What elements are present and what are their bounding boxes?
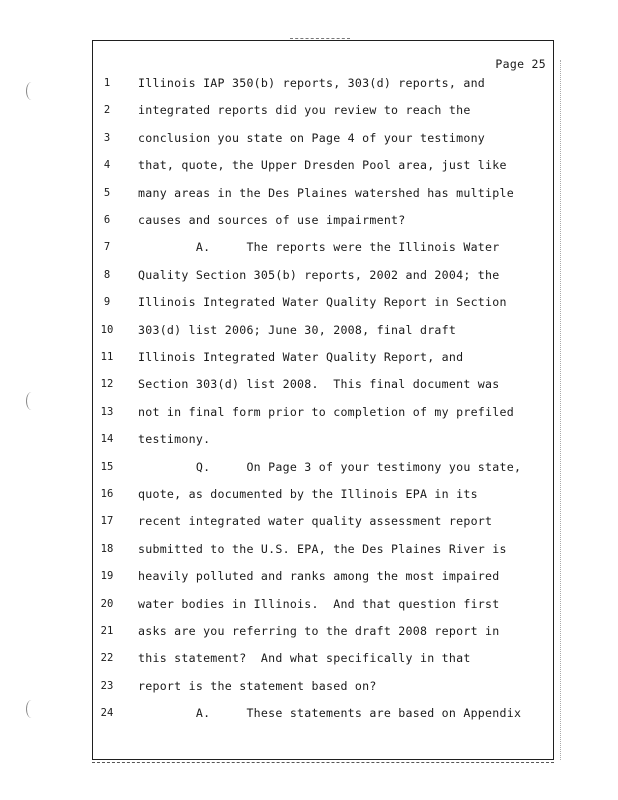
- transcript-line: [0, 513, 618, 533]
- transcript-line: [0, 157, 618, 177]
- line-number: 1: [103, 77, 111, 89]
- line-number: 6: [103, 214, 111, 226]
- top-scan-mark: [290, 38, 350, 41]
- line-number: 14: [100, 433, 114, 446]
- line-text: A. The reports were the Illinois Water: [138, 240, 500, 255]
- transcript-line: [0, 185, 618, 205]
- line-text: Q. On Page 3 of your testimony you state,: [138, 459, 522, 474]
- line-number: 5: [103, 186, 111, 199]
- line-text: Illinois Integrated Water Quality Report in Section: [138, 295, 507, 310]
- line-text: this statement? And what specifically in that: [138, 651, 471, 666]
- transcript-line: [0, 404, 618, 424]
- line-text: recent integrated water quality assessment report: [138, 514, 493, 529]
- transcript-line: [0, 596, 618, 616]
- line-text: 303(d) list 2006; June 30, 2008, final draft: [138, 322, 457, 337]
- line-number: 4: [103, 159, 111, 172]
- line-number: 9: [103, 296, 111, 309]
- line-number: 20: [100, 597, 114, 610]
- bottom-scan-line: [92, 762, 554, 765]
- line-text: quote, as documented by the Illinois EPA in its: [138, 487, 478, 501]
- line-text: asks are you referring to the draft 2008 report in: [138, 624, 500, 638]
- transcript-line: [0, 239, 618, 259]
- line-text: causes and sources of use impairment?: [138, 213, 406, 227]
- line-text: heavily polluted and ranks among the most impaired: [138, 569, 500, 584]
- line-text: that, quote, the Upper Dresden Pool area, just like: [138, 158, 507, 173]
- line-number: 21: [100, 625, 114, 637]
- transcript-line: [0, 376, 618, 396]
- line-number: 17: [100, 515, 114, 528]
- transcript-line: [0, 212, 618, 232]
- line-number: 11: [100, 351, 114, 363]
- line-number: 2: [103, 104, 111, 117]
- transcript-line: [0, 130, 618, 150]
- transcript-line: [0, 431, 618, 451]
- line-text: Quality Section 305(b) reports, 2002 and 2004; the: [138, 267, 500, 282]
- transcript-line: [0, 102, 618, 122]
- line-text: many areas in the Des Plaines watershed has multiple: [138, 185, 514, 200]
- line-number: 19: [100, 570, 114, 583]
- transcript-line: [0, 568, 618, 588]
- line-text: submitted to the U.S. EPA, the Des Plaines River is: [138, 541, 507, 556]
- transcript-line: [0, 267, 618, 287]
- line-number: 7: [103, 241, 111, 254]
- line-text: Illinois IAP 350(b) reports, 303(d) reports, and: [138, 76, 486, 90]
- line-number: 10: [100, 323, 114, 336]
- line-number: 13: [100, 405, 114, 418]
- line-number: 23: [100, 679, 114, 692]
- line-number: 15: [100, 460, 114, 473]
- line-text: water bodies in Illinois. And that question first: [138, 596, 500, 611]
- line-text: conclusion you state on Page 4 of your testimony: [138, 130, 486, 145]
- transcript-line: [0, 322, 618, 342]
- transcript-line: [0, 349, 618, 369]
- line-text: Illinois Integrated Water Quality Report, and: [138, 350, 464, 364]
- line-number: 16: [100, 488, 114, 500]
- transcript-line: [0, 294, 618, 314]
- transcript-line: [0, 650, 618, 670]
- transcript-line: [0, 486, 618, 506]
- transcript-line: [0, 75, 618, 95]
- line-text: integrated reports did you review to reach the: [138, 103, 471, 118]
- line-text: testimony.: [138, 432, 211, 447]
- line-number: 12: [100, 378, 114, 391]
- line-number: 8: [103, 268, 111, 281]
- transcript-line: [0, 541, 618, 561]
- transcript-line: [0, 623, 618, 643]
- line-text: A. These statements are based on Appendix: [138, 706, 522, 721]
- transcript-line: [0, 678, 618, 698]
- transcript-line: [0, 459, 618, 479]
- line-number: 18: [100, 542, 114, 555]
- page-number: Page 25: [495, 57, 546, 71]
- line-number: 22: [100, 652, 114, 665]
- line-number: 24: [100, 707, 114, 720]
- line-text: report is the statement based on?: [138, 678, 377, 693]
- line-number: 3: [103, 131, 111, 144]
- line-text: Section 303(d) list 2008. This final document was: [138, 377, 500, 392]
- transcript-line: [0, 705, 618, 725]
- line-text: not in final form prior to completion of my prefiled: [138, 404, 514, 419]
